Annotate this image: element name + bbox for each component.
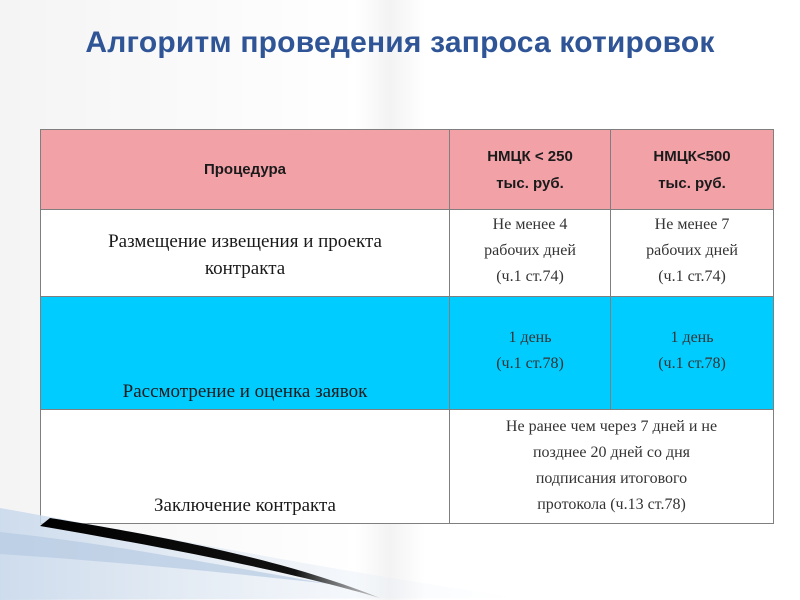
decorative-swoosh — [0, 470, 800, 600]
procedure-label: Заключение контракта — [154, 495, 336, 516]
header-nmck-250-line1: НМЦК < 250 — [487, 147, 573, 165]
header-nmck-500-line2: тыс. руб. — [658, 174, 726, 192]
table-header-row — [41, 130, 774, 210]
value-line: рабочих дней — [484, 242, 576, 259]
table-row — [41, 297, 774, 410]
header-nmck-250 — [450, 130, 611, 210]
value-line: (ч.1 ст.78) — [496, 355, 564, 372]
procedure-label-line1: Размещение извещения и проекта — [108, 231, 382, 252]
procedure-label: Рассмотрение и оценка заявок — [122, 381, 368, 402]
value-line: Не ранее чем через 7 дней и не — [505, 418, 718, 435]
value-line: Не менее 7 — [654, 216, 730, 233]
value-cell-nmck-250 — [450, 210, 611, 297]
value-line: подписания итогового — [535, 470, 688, 487]
value-line: 1 день — [670, 329, 714, 346]
value-line: протокола (ч.13 ст.78) — [537, 496, 686, 513]
value-cell-nmck-500 — [611, 297, 774, 410]
header-nmck-250-line2: тыс. руб. — [496, 174, 564, 192]
slide-title: Алгоритм проведения запроса котировок — [85, 26, 715, 59]
value-line: рабочих дней — [646, 242, 738, 259]
quotes-table — [40, 129, 774, 524]
procedure-cell — [41, 297, 450, 410]
header-nmck-500-line1: НМЦК<500 — [653, 147, 731, 165]
value-line: позднее 20 дней со дня — [532, 444, 691, 461]
value-line: Не менее 4 — [492, 216, 568, 233]
header-procedure-label: Процедура — [203, 161, 287, 178]
value-cell-nmck-250 — [450, 297, 611, 410]
value-line: (ч.1 ст.78) — [658, 355, 726, 372]
header-procedure — [41, 130, 450, 210]
value-line: (ч.1 ст.74) — [658, 268, 726, 285]
procedure-label-line2: контракта — [204, 258, 286, 279]
value-line: 1 день — [508, 329, 552, 346]
procedure-cell — [41, 210, 450, 297]
value-cell-nmck-500 — [611, 210, 774, 297]
table-row — [41, 210, 774, 297]
header-nmck-500 — [611, 130, 774, 210]
value-line: (ч.1 ст.74) — [496, 268, 564, 285]
